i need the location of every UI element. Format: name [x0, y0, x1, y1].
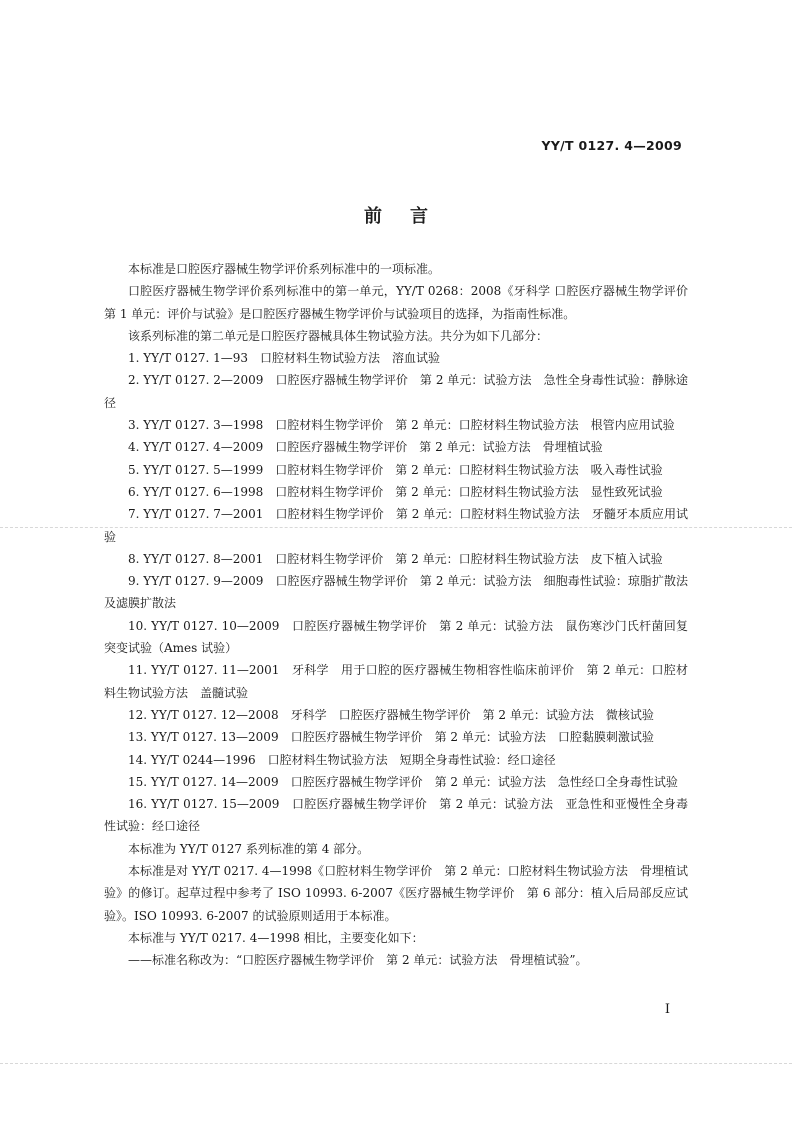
standard-code: YY/T 0127. 4—2009	[541, 138, 682, 153]
list-item: 15. YY/T 0127. 14—2009 口腔医疗器械生物学评价 第 2 单元：试验方法 急性经口全身毒性试验	[128, 774, 678, 789]
paragraph: 本标准是口腔医疗器械生物学评价系列标准中的一项标准。	[128, 262, 441, 276]
list-item: 9. YY/T 0127. 9—2009 口腔医疗器械生物学评价 第 2 单元：试验方法 细胞毒性试验：琼脂扩散法及滤膜扩散法	[104, 574, 688, 611]
list-item: 12. YY/T 0127. 12—2008 牙科学 口腔医疗器械生物学评价 第 2 单元：试验方法 微核试验	[128, 707, 654, 722]
body-text	[104, 258, 688, 972]
page-number: I	[664, 1002, 670, 1017]
page-title: 前言	[364, 206, 456, 227]
paragraph: 本标准是对 YY/T 0217. 4—1998《口腔材料生物学评价 第 2 单元：口腔材料生物试验方法 骨埋植试验》的修订。起草过程中参考了 ISO 10993. 6-2007《医疗器械生物学评价 第 6 部分：植入后局部反应试验》。ISO 10993. 6-2007 的试验原则适用于本标准。	[104, 864, 688, 923]
list-item: 5. YY/T 0127. 5—1999 口腔材料生物学评价 第 2 单元：口腔材料生物试验方法 吸入毒性试验	[128, 462, 663, 477]
paragraph: 该系列标准的第二单元是口腔医疗器械具体生物试验方法。共分为如下几部分：	[128, 328, 549, 343]
list-item: 2. YY/T 0127. 2—2009 口腔医疗器械生物学评价 第 2 单元：试验方法 急性全身毒性试验：静脉途径	[104, 373, 688, 410]
list-item: 8. YY/T 0127. 8—2001 口腔材料生物学评价 第 2 单元：口腔材料生物试验方法 皮下植入试验	[128, 551, 663, 566]
list-item: 14. YY/T 0244—1996 口腔材料生物试验方法 短期全身毒性试验：经口途径	[128, 752, 556, 767]
list-item: 1. YY/T 0127. 1—93 口腔材料生物试验方法 溶血试验	[128, 351, 441, 366]
list-item: 4. YY/T 0127. 4—2009 口腔医疗器械生物学评价 第 2 单元：试验方法 骨埋植试验	[128, 440, 603, 455]
paragraph: ——标准名称改为：“口腔医疗器械生物学评价 第 2 单元：试验方法 骨埋植试验”。	[128, 953, 588, 968]
list-item: 11. YY/T 0127. 11—2001 牙科学 用于口腔的医疗器械生物相容性临床前评价 第 2 单元：口腔材料生物试验方法 盖髓试验	[104, 663, 688, 700]
list-item: 3. YY/T 0127. 3—1998 口腔材料生物学评价 第 2 单元：口腔材料生物试验方法 根管内应用试验	[128, 418, 675, 433]
paragraph: 本标准与 YY/T 0217. 4—1998 相比，主要变化如下：	[128, 930, 424, 945]
list-item: 7. YY/T 0127. 7—2001 口腔材料生物学评价 第 2 单元：口腔材料生物试验方法 牙髓牙本质应用试验	[104, 507, 688, 544]
list-item: 13. YY/T 0127. 13—2009 口腔医疗器械生物学评价 第 2 单元：试验方法 口腔黏膜刺激试验	[128, 730, 654, 745]
scan-artifact-line	[0, 1063, 792, 1064]
paragraph: 口腔医疗器械生物学评价系列标准中的第一单元，YY/T 0268：2008《牙科学 口腔医疗器械生物学评价 第 1 单元：评价与试验》是口腔医疗器械生物学评价与试验项目的选择，为指南性标准。	[104, 284, 688, 321]
paragraph: 本标准为 YY/T 0127 系列标准的第 4 部分。	[128, 841, 370, 856]
list-item: 10. YY/T 0127. 10—2009 口腔医疗器械生物学评价 第 2 单元：试验方法 鼠伤寒沙门氏杆菌回复突变试验（Ames 试验）	[104, 618, 688, 656]
list-item: 6. YY/T 0127. 6—1998 口腔材料生物学评价 第 2 单元：口腔材料生物试验方法 显性致死试验	[128, 484, 663, 499]
list-item: 16. YY/T 0127. 15—2009 口腔医疗器械生物学评价 第 2 单元：试验方法 亚急性和亚慢性全身毒性试验：经口途径	[104, 797, 688, 834]
